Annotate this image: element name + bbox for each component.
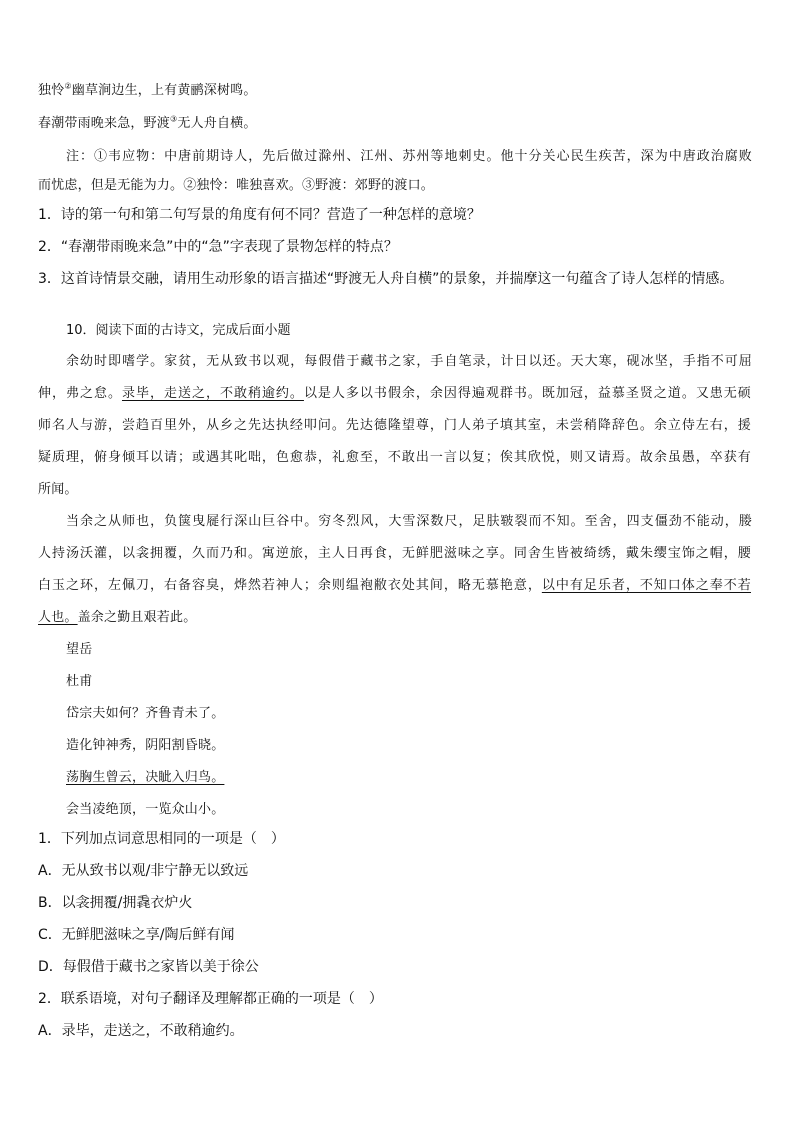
mc-question-2-stem: 2．联系语境，对句子翻译及理解都正确的一项是（ ）: [38, 991, 383, 1007]
mc-option-d: D．每假借于藏书之家皆以美于徐公: [38, 959, 259, 975]
mc-option-a: A．无从致书以观/非宁静无以致远: [38, 863, 249, 879]
poem-verse-2: 造化钟神秀，阴阳割昏晓。: [66, 738, 225, 753]
underlined-sentence: 人也。: [38, 610, 78, 625]
poem-verse-3: [66, 771, 224, 784]
passage-p1-line-4: 疑质理，俯身倾耳以请；或遇其叱咄，色愈恭，礼愈至，不敢出一言以复；俟其欣悦，则又请焉。故余虽愚，卒获有: [38, 450, 751, 465]
poem-verse-4: 会当凌绝顶，一览众山小。: [66, 802, 225, 817]
poem-line-1-a: 独怜: [38, 83, 65, 98]
footnote-marker: ②: [64, 81, 72, 91]
mc-option-c: C．无鲜肥滋味之享/陶后鲜有闻: [38, 927, 235, 943]
note-line-1: 注：①韦应物：中唐前期诗人，先后做过滁州、江州、苏州等地刺史。他十分关心民生疾苦，深为中唐政治腐败: [66, 149, 752, 164]
question-2: 2．“春潮带雨晚来急”中的“急”字表现了景物怎样的特点？: [38, 239, 398, 255]
passage-text: 盖余之勤且艰若此。: [77, 610, 197, 625]
question-1: 1．诗的第一句和第二句写景的角度有何不同？营造了一种怎样的意境？: [38, 207, 481, 223]
passage-p1-line-2: [38, 387, 751, 400]
passage-p2-line-1: 当余之从师也，负箧曳屣行深山巨谷中。穷冬烈风，大雪深数尺，足肤皲裂而不知。至舍，四支僵劲不能动，媵: [66, 514, 752, 529]
passage-text: 白玉之环，左佩刀，右备容臭，烨然若神人；余则缊袍敝衣处其间，略无慕艳意，: [38, 578, 542, 593]
passage-p2-line-2: 人持汤沃灌，以衾拥覆，久而乃和。寓逆旅，主人日再食，无鲜肥滋味之享。同舍生皆被绮绣，戴朱缨宝饰之帽，腰: [38, 546, 751, 561]
poem-line-1-b: 幽草涧边生，上有黄鹂深树鸣。: [71, 83, 257, 98]
passage-p1-line-3: 师名人与游，尝趋百里外，从乡之先达执经叩问。先达德隆望尊，门人弟子填其室，未尝稍降辞色。余立侍左右，援: [38, 418, 751, 433]
passage-p2-line-4: [38, 611, 196, 624]
mc-option-b: B．以衾拥覆/拥毳衣炉火: [38, 895, 193, 911]
poem-verse-1: 岱宗夫如何？齐鲁青未了。: [66, 706, 225, 721]
underlined-sentence: 录毕，走送之，不敢稍逾约。: [121, 386, 304, 401]
underlined-sentence: 荡胸生曾云，决眦入归鸟。: [66, 770, 225, 785]
mc-q2-option-a: A．录毕，走送之，不敢稍逾约。: [38, 1023, 244, 1039]
footnote-marker: ③: [170, 114, 178, 124]
poem-line-2: [38, 114, 257, 131]
passage-p1-line-1: 余幼时即嗜学。家贫，无从致书以观，每假借于藏书之家，手自笔录，计日以还。天大寒，砚冰坚，手指不可屈: [66, 354, 752, 369]
passage-p2-line-3: [38, 579, 751, 592]
poem-line-2-b: 无人舟自横。: [177, 116, 257, 131]
poem-line-1: [38, 81, 257, 98]
question-3: 3．这首诗情景交融，请用生动形象的语言描述“野渡无人舟自横”的景象，并揣摩这一句蕴含了诗人怎样的情感。: [38, 271, 734, 287]
passage-text: 以是人多以书假余，余因得遍观群书。既加冠，益慕圣贤之道。又患无硕: [303, 386, 752, 401]
passage-p1-line-5: 所闻。: [38, 482, 78, 497]
section-heading: 10．阅读下面的古诗文，完成后面小题: [66, 323, 291, 338]
poem-line-2-a: 春潮带雨晚来急，野渡: [38, 116, 171, 131]
mc-question-1-stem: 1．下列加点词意思相同的一项是（ ）: [38, 831, 285, 847]
poem-author: 杜甫: [66, 674, 93, 689]
underlined-sentence: 以中有足乐者，不知口体之奉不若: [541, 578, 751, 593]
note-line-2: 而忧虑，但是无能为力。②独怜：唯独喜欢。③野渡：郊野的渡口。: [38, 178, 435, 193]
poem-title: 望岳: [66, 642, 93, 657]
passage-text: 伸，弗之怠。: [38, 386, 122, 401]
